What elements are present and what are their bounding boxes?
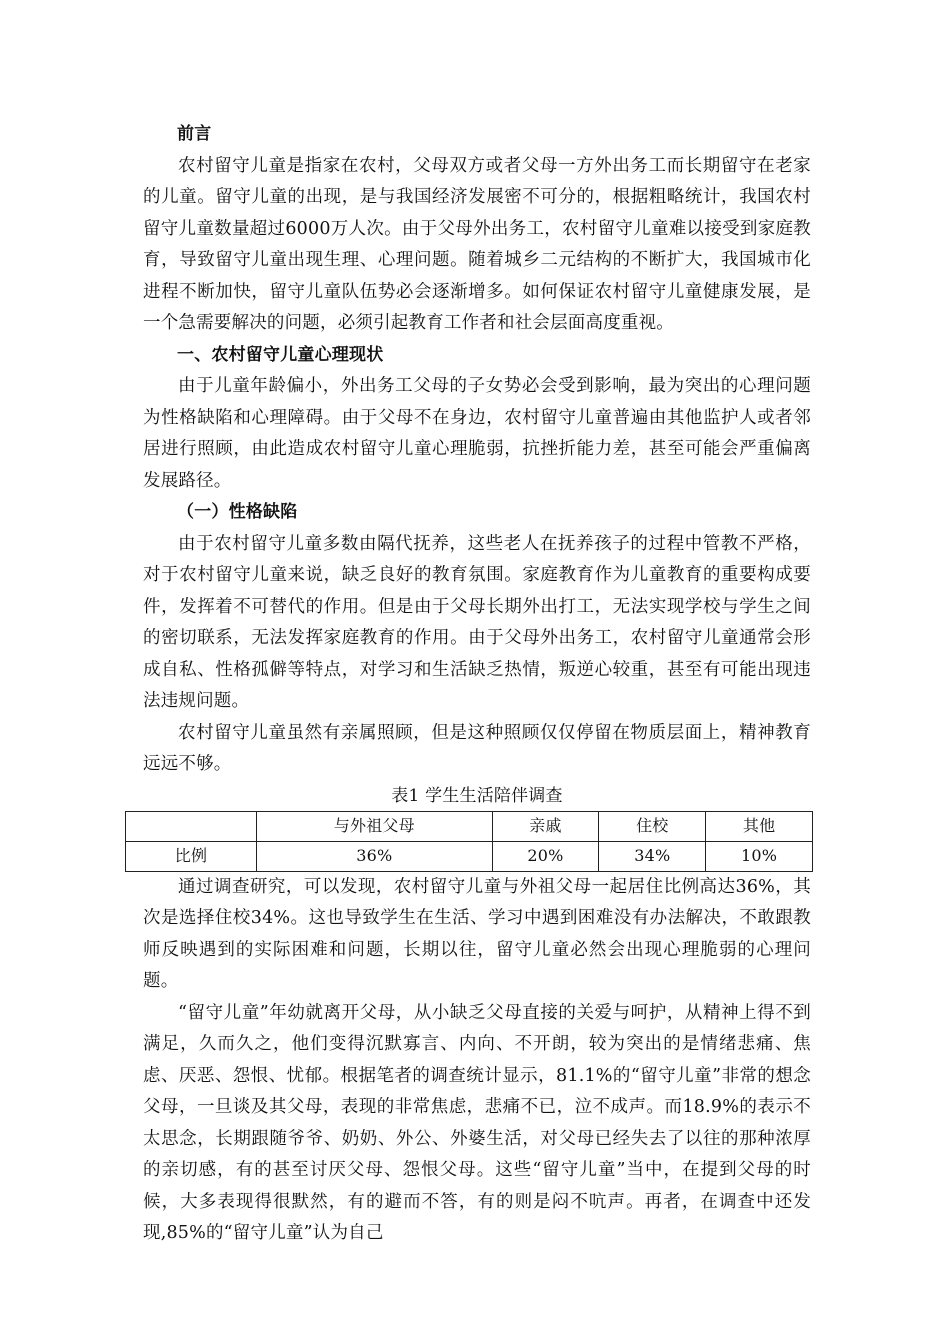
table-header-row [126, 811, 813, 841]
table-cell: 10% [706, 841, 813, 871]
table-header-cell: 亲戚 [492, 811, 599, 841]
section-1-paragraph: 由于儿童年龄偏小，外出务工父母的子女势必会受到影响，最为突出的心理问题为性格缺陷和心理障碍。由于父母不在身边，农村留守儿童普遍由其他监护人或者邻居进行照顾，由此造成农村留守儿童心理脆弱，抗挫折能力差，甚至可能会严重偏离发展路径。 [143, 376, 811, 491]
after-table-paragraph: 通过调查研究，可以发现，农村留守儿童与外祖父母一起居住比例高达36%，其次是选择住校34%。这也导致学生在生活、学习中遇到困难没有办法解决，不敢跟教师反映遇到的实际困难和问题，长期以往，留守儿童必然会出现心理脆弱的心理问题。 [143, 876, 811, 991]
heading-section-1: 一、农村留守儿童心理现状 [177, 344, 384, 365]
table-cell: 20% [492, 841, 599, 871]
document-body [143, 119, 811, 1250]
preface-paragraph: 农村留守儿童是指家在农村，父母双方或者父母一方外出务工而长期留守在老家的儿童。留守儿童的出现，是与我国经济发展密不可分的，根据粗略统计，我国农村留守儿童数量超过6000万人次。由于父母外出务工，农村留守儿童难以接受到家庭教育，导致留守儿童出现生理、心理问题。随着城乡二元结构的不断扩大，我国城市化进程不断加快，留守儿童队伍势必会逐渐增多。如何保证农村留守儿童健康发展，是一个急需要解决的问题，必须引起教育工作者和社会层面高度重视。 [143, 155, 811, 333]
final-paragraph: “留守儿童”年幼就离开父母，从小缺乏父母直接的关爱与呵护，从精神上得不到满足，久而久之，他们变得沉默寡言、内向、不开朗，较为突出的是情绪悲痛、焦虑、厌恶、怨恨、忧郁。根据笔者的调查统计显示，81.1%的“留守儿童”非常的想念父母，一旦谈及其父母，表现的非常焦虑，悲痛不已，泣不成声。而18.9%的表示不太思念，长期跟随爷爷、奶奶、外公、外婆生活，对父母已经失去了以往的那种浓厚的亲切感，有的甚至讨厌父母、怨恨父母。这些“留守儿童”当中，在提到父母的时候，大多表现得很默然，有的避而不答，有的则是闷不吭声。再者，在调查中还发现,85%的“留守儿童”认为自己 [143, 1002, 811, 1243]
table-header-cell: 其他 [706, 811, 813, 841]
table-row [126, 841, 813, 871]
survey-table [125, 811, 813, 872]
table-caption: 表1 学生生活陪伴调查 [391, 785, 563, 806]
subsection-1-paragraph-1: 由于农村留守儿童多数由隔代抚养，这些老人在抚养孩子的过程中管教不严格，对于农村留守儿童来说，缺乏良好的教育氛围。家庭教育作为儿童教育的重要构成要件，发挥着不可替代的作用。但是由于父母长期外出打工，无法实现学校与学生之间的密切联系，无法发挥家庭教育的作用。由于父母外出务工，农村留守儿童通常会形成自私、性格孤僻等特点，对学习和生活缺乏热情，叛逆心较重，甚至有可能出现违法违规问题。 [143, 533, 811, 711]
heading-subsection-1: （一）性格缺陷 [177, 502, 298, 522]
table-header-cell [126, 811, 257, 841]
table-header-cell: 住校 [599, 811, 706, 841]
table-cell: 比例 [126, 841, 257, 871]
heading-preface: 前言 [177, 124, 212, 144]
subsection-1-paragraph-2: 农村留守儿童虽然有亲属照顾，但是这种照顾仅仅停留在物质层面上，精神教育远远不够。 [143, 722, 811, 774]
table-cell: 34% [599, 841, 706, 871]
table-cell: 36% [257, 841, 493, 871]
table-header-cell: 与外祖父母 [257, 811, 493, 841]
